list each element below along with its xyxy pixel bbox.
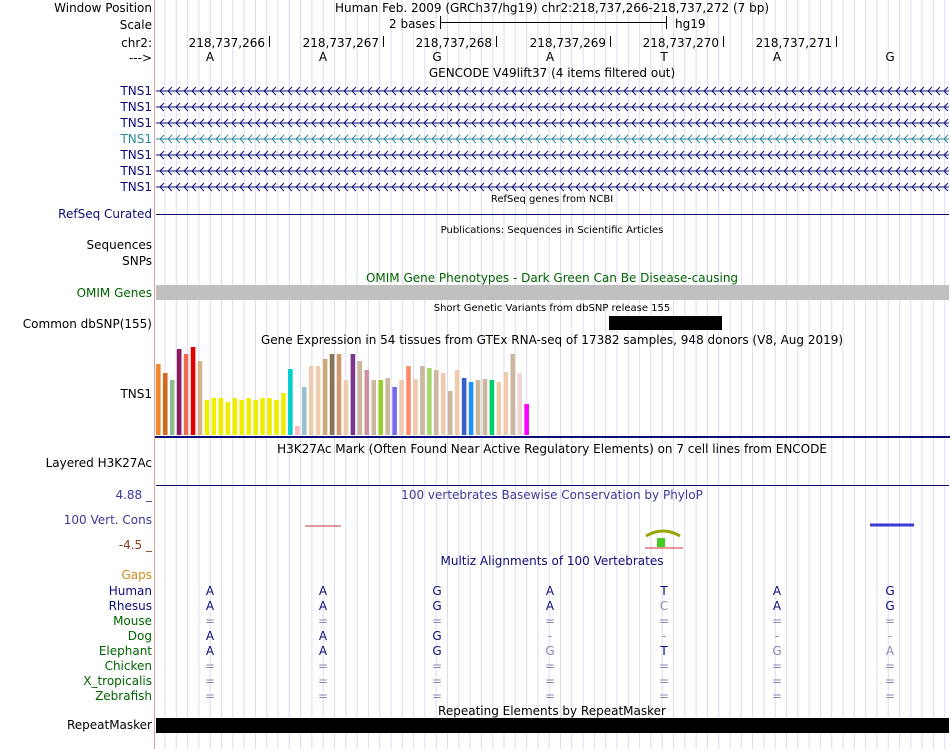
multiz-base: = xyxy=(204,674,216,688)
gtex-tissue-bar[interactable] xyxy=(504,372,509,435)
multiz-base: - xyxy=(774,629,780,643)
multiz-base: = xyxy=(544,689,556,703)
multiz-base: A xyxy=(772,599,782,613)
gtex-tissue-bar[interactable] xyxy=(184,354,189,435)
gencode-gene-label[interactable]: TNS1 xyxy=(120,180,152,194)
multiz-base: A xyxy=(545,584,555,598)
multiz-base: = xyxy=(204,614,216,628)
strand-label: ---> xyxy=(128,51,152,65)
ruler-tick xyxy=(836,36,837,47)
multiz-base: G xyxy=(885,584,895,598)
h3k27ac-baseline xyxy=(156,485,949,486)
gencode-transcript[interactable] xyxy=(156,84,949,98)
multiz-species-label[interactable]: Elephant xyxy=(98,644,152,658)
multiz-base: = xyxy=(431,659,443,673)
gtex-tissue-bar[interactable] xyxy=(239,400,244,435)
gtex-label[interactable]: TNS1 xyxy=(120,387,152,401)
multiz-base: G xyxy=(432,644,442,658)
gtex-tissue-bar[interactable] xyxy=(281,393,286,435)
gtex-tissue-bar[interactable] xyxy=(392,387,397,435)
gtex-tissue-bar[interactable] xyxy=(490,380,495,435)
chr-label: chr2: xyxy=(121,36,152,50)
multiz-base: = xyxy=(431,614,443,628)
multiz-base: = xyxy=(658,659,670,673)
multiz-base: A xyxy=(318,629,328,643)
phylop-label[interactable]: 100 Vert. Cons xyxy=(63,513,152,527)
multiz-base: = xyxy=(884,689,896,703)
repeatmasker-label[interactable]: RepeatMasker xyxy=(66,718,152,732)
gtex-track-title: Gene Expression in 54 tissues from GTEx RNA-seq of 17382 samples, 948 donors (V8, Aug 2019) xyxy=(260,333,844,347)
gencode-transcript[interactable] xyxy=(156,100,949,114)
gtex-tissue-bar[interactable] xyxy=(378,380,383,435)
gtex-tissue-bar[interactable] xyxy=(476,380,481,435)
gtex-tissue-bar[interactable] xyxy=(469,382,474,435)
gtex-tissue-bar[interactable] xyxy=(274,400,279,435)
phylop-logo-arc xyxy=(646,531,680,536)
gtex-expression-chart[interactable] xyxy=(155,347,950,439)
omim-track-title: OMIM Gene Phenotypes - Dark Green Can Be Disease-causing xyxy=(365,271,739,285)
gtex-tissue-bar[interactable] xyxy=(288,369,293,435)
gencode-gene-label[interactable]: TNS1 xyxy=(120,148,152,162)
multiz-base: = xyxy=(884,614,896,628)
gencode-transcript[interactable] xyxy=(156,164,949,178)
multiz-species-label[interactable]: Chicken xyxy=(104,659,152,673)
publications-sequences-label[interactable]: Sequences xyxy=(86,238,152,252)
multiz-base: = xyxy=(771,674,783,688)
multiz-base: = xyxy=(317,659,329,673)
scale-label: Scale xyxy=(119,18,152,32)
ruler-tick xyxy=(383,36,384,47)
multiz-base: A xyxy=(205,644,215,658)
gtex-tissue-bar[interactable] xyxy=(413,379,418,435)
gtex-tissue-bar[interactable] xyxy=(371,380,376,435)
multiz-species-label[interactable]: Mouse xyxy=(113,614,152,628)
gtex-tissue-bar[interactable] xyxy=(517,373,522,435)
gtex-tissue-bar[interactable] xyxy=(385,378,390,435)
gtex-tissue-bar[interactable] xyxy=(253,400,258,435)
multiz-base: - xyxy=(547,629,553,643)
multiz-base: = xyxy=(658,689,670,703)
phylop-conservation-plot[interactable] xyxy=(155,518,950,554)
multiz-base: G xyxy=(772,644,782,658)
ruler-tick xyxy=(496,36,497,47)
gencode-gene-label[interactable]: TNS1 xyxy=(120,116,152,130)
multiz-base: = xyxy=(771,659,783,673)
multiz-species-label[interactable]: Human xyxy=(108,584,152,598)
h3k27ac-label[interactable]: Layered H3K27Ac xyxy=(45,456,152,470)
gtex-tissue-bar[interactable] xyxy=(232,398,237,435)
multiz-base: A xyxy=(318,599,328,613)
multiz-base: = xyxy=(658,614,670,628)
multiz-base: A xyxy=(318,644,328,658)
gencode-gene-label[interactable]: TNS1 xyxy=(120,100,152,114)
gtex-tissue-bar[interactable] xyxy=(309,366,314,435)
multiz-base: = xyxy=(544,659,556,673)
gtex-tissue-bar[interactable] xyxy=(323,359,328,435)
gtex-tissue-bar[interactable] xyxy=(351,354,356,435)
multiz-base: G xyxy=(432,599,442,613)
dbsnp-track-title: Short Genetic Variants from dbSNP release 155 xyxy=(433,303,671,314)
multiz-base: = xyxy=(884,674,896,688)
phylop-max: 4.88 _ xyxy=(115,488,152,502)
multiz-base: A xyxy=(205,599,215,613)
gtex-tissue-bar[interactable] xyxy=(302,387,307,435)
gtex-tissue-bar[interactable] xyxy=(316,366,321,435)
ruler-coordinate: 218,737,270 xyxy=(642,36,719,50)
gtex-tissue-bar[interactable] xyxy=(295,426,300,435)
multiz-base: = xyxy=(317,614,329,628)
gtex-tissue-bar[interactable] xyxy=(510,354,515,435)
transcript-intron-arrows xyxy=(156,183,949,191)
window-position-label: Window Position xyxy=(54,1,152,15)
multiz-base: = xyxy=(204,659,216,673)
scale-bar-line xyxy=(440,22,666,23)
multiz-base: G xyxy=(432,584,442,598)
reference-base: A xyxy=(545,50,555,64)
multiz-base: A xyxy=(885,644,895,658)
ruler-coordinate: 218,737,267 xyxy=(302,36,379,50)
multiz-base: C xyxy=(659,599,669,613)
multiz-base: A xyxy=(318,584,328,598)
omim-label[interactable]: OMIM Genes xyxy=(76,286,152,300)
transcript-intron-arrows xyxy=(156,103,949,111)
multiz-base: = xyxy=(431,674,443,688)
multiz-species-label[interactable]: Zebrafish xyxy=(95,689,152,703)
multiz-base: A xyxy=(545,599,555,613)
multiz-base: = xyxy=(317,674,329,688)
multiz-species-label[interactable]: X_tropicalis xyxy=(83,674,152,688)
refseq-label[interactable]: RefSeq Curated xyxy=(58,207,152,221)
refseq-gene-line[interactable] xyxy=(156,214,949,215)
phylop-min: -4.5 _ xyxy=(118,538,152,552)
gtex-tissue-bar[interactable] xyxy=(267,398,272,435)
gtex-tissue-bar[interactable] xyxy=(219,398,224,435)
gtex-tissue-bar[interactable] xyxy=(226,402,231,435)
gtex-tissue-bar[interactable] xyxy=(246,398,251,435)
gencode-gene-label[interactable]: TNS1 xyxy=(120,164,152,178)
publications-snps-label[interactable]: SNPs xyxy=(122,254,152,268)
multiz-base: G xyxy=(885,599,895,613)
gencode-gene-label[interactable]: TNS1 xyxy=(120,84,152,98)
reference-base: A xyxy=(205,50,215,64)
multiz-base: T xyxy=(660,644,668,658)
gtex-tissue-bar[interactable] xyxy=(330,354,335,435)
gencode-transcript[interactable] xyxy=(156,180,949,194)
multiz-base: A xyxy=(205,629,215,643)
gtex-tissue-bar[interactable] xyxy=(420,366,425,435)
ruler-tick xyxy=(269,36,270,47)
multiz-track-title: Multiz Alignments of 100 Vertebrates xyxy=(440,554,664,568)
gencode-transcript[interactable] xyxy=(156,132,949,146)
multiz-base: = xyxy=(544,614,556,628)
gtex-tissue-bar[interactable] xyxy=(462,378,467,435)
scale-bar-right-tick xyxy=(666,16,667,29)
gtex-tissue-bar[interactable] xyxy=(260,398,265,435)
refseq-track-title: RefSeq genes from NCBI xyxy=(490,194,614,205)
multiz-base: = xyxy=(771,689,783,703)
transcript-intron-arrows xyxy=(156,135,949,143)
gtex-tissue-bar[interactable] xyxy=(205,400,210,435)
gtex-tissue-bar[interactable] xyxy=(441,373,446,435)
gtex-tissue-bar[interactable] xyxy=(455,370,460,435)
multiz-base: T xyxy=(660,584,668,598)
gtex-tissue-bar[interactable] xyxy=(358,361,363,435)
gencode-transcript[interactable] xyxy=(156,116,949,130)
gtex-tissue-bar[interactable] xyxy=(212,398,217,435)
omim-gene-bar[interactable] xyxy=(156,285,949,300)
phylop-track-title: 100 vertebrates Basewise Conservation by PhyloP xyxy=(401,488,703,502)
gtex-tissue-bar[interactable] xyxy=(448,391,453,435)
multiz-base: = xyxy=(884,659,896,673)
gtex-tissue-bar[interactable] xyxy=(406,366,411,435)
gtex-tissue-bar[interactable] xyxy=(344,380,349,435)
gtex-tissue-bar[interactable] xyxy=(524,404,529,435)
gtex-tissue-bar[interactable] xyxy=(337,354,342,435)
repeatmasker-block[interactable] xyxy=(156,718,949,733)
reference-base: G xyxy=(885,50,895,64)
multiz-base: A xyxy=(772,584,782,598)
multiz-base: - xyxy=(661,629,667,643)
h3k27ac-track-title: H3K27Ac Mark (Often Found Near Active Regulatory Elements) on 7 cell lines from ENCODE xyxy=(277,442,827,456)
gtex-tissue-bar[interactable] xyxy=(191,347,196,435)
transcript-intron-arrows xyxy=(156,119,949,127)
reference-base: T xyxy=(660,50,668,64)
reference-base: A xyxy=(772,50,782,64)
phylop-logo-bar xyxy=(657,538,665,547)
gencode-gene-label[interactable]: TNS1 xyxy=(120,132,152,146)
multiz-base: = xyxy=(658,674,670,688)
multiz-gaps-label[interactable]: Gaps xyxy=(121,568,152,582)
gtex-tissue-bar[interactable] xyxy=(365,370,370,435)
window-position-value: Human Feb. 2009 (GRCh37/hg19) chr2:218,737,266-218,737,272 (7 bp) xyxy=(334,1,770,15)
multiz-base: G xyxy=(545,644,555,658)
gencode-track-title: GENCODE V49lift37 (4 items filtered out) xyxy=(428,66,676,80)
ruler-coordinate: 218,737,268 xyxy=(415,36,492,50)
gtex-tissue-bar[interactable] xyxy=(170,380,175,435)
gtex-tissue-bar[interactable] xyxy=(156,364,161,435)
dbsnp-label[interactable]: Common dbSNP(155) xyxy=(22,317,152,331)
transcript-intron-arrows xyxy=(156,87,949,95)
multiz-base: = xyxy=(544,674,556,688)
gtex-tissue-bar[interactable] xyxy=(399,380,404,435)
multiz-base: = xyxy=(771,614,783,628)
reference-base: A xyxy=(318,50,328,64)
multiz-base: = xyxy=(204,689,216,703)
multiz-base: G xyxy=(432,629,442,643)
repeatmasker-track-title: Repeating Elements by RepeatMasker xyxy=(438,704,666,718)
reference-base: G xyxy=(432,50,442,64)
gencode-transcript[interactable] xyxy=(156,148,949,162)
scale-assembly: hg19 xyxy=(675,17,706,31)
gtex-tissue-bar[interactable] xyxy=(483,379,488,435)
gtex-tissue-bar[interactable] xyxy=(434,370,439,435)
multiz-species-label[interactable]: Dog xyxy=(127,629,152,643)
gtex-tissue-bar[interactable] xyxy=(497,382,502,435)
transcript-intron-arrows xyxy=(156,151,949,159)
scale-bar-text: 2 bases xyxy=(389,17,436,31)
multiz-species-label[interactable]: Rhesus xyxy=(108,599,152,613)
multiz-base: = xyxy=(317,689,329,703)
ruler-coordinate: 218,737,266 xyxy=(188,36,265,50)
dbsnp-variant-block[interactable] xyxy=(609,316,722,330)
multiz-base: - xyxy=(887,629,893,643)
ruler-tick xyxy=(723,36,724,47)
multiz-base: A xyxy=(205,584,215,598)
publications-track-title: Publications: Sequences in Scientific Articles xyxy=(440,225,664,236)
gtex-tissue-bar[interactable] xyxy=(177,349,182,435)
gtex-tissue-bar[interactable] xyxy=(427,368,432,435)
gtex-tissue-bar[interactable] xyxy=(198,361,203,435)
ruler-tick xyxy=(610,36,611,47)
transcript-intron-arrows xyxy=(156,167,949,175)
ruler-coordinate: 218,737,271 xyxy=(755,36,832,50)
multiz-base: = xyxy=(431,689,443,703)
gtex-tissue-bar[interactable] xyxy=(163,373,168,435)
ruler-coordinate: 218,737,269 xyxy=(529,36,606,50)
